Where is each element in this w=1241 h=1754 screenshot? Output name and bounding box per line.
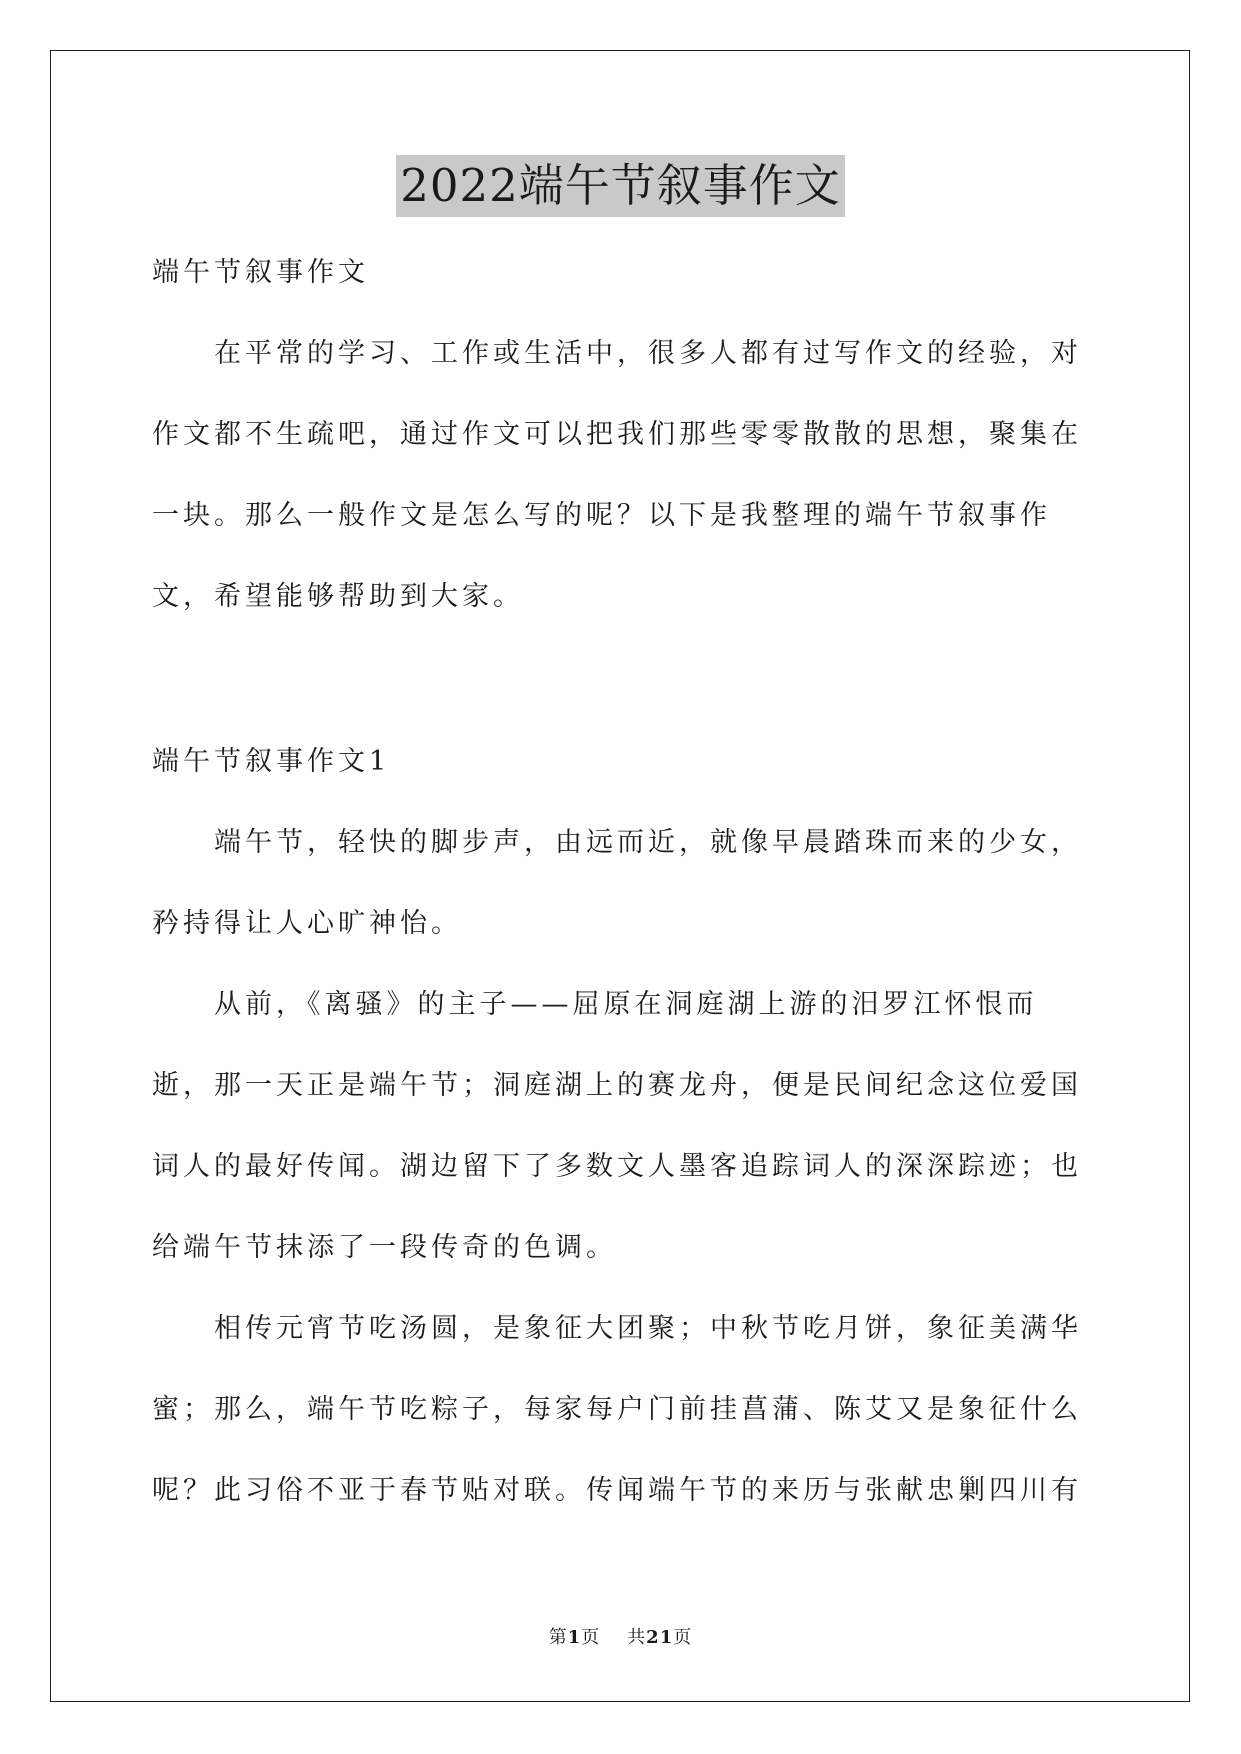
intro-heading: 端午节叙事作文 xyxy=(152,257,369,288)
footer-page-prefix: 第 xyxy=(548,1627,568,1648)
body-paragraph: 端午节，轻快的脚步声，由远而近，就像早晨踏珠而来的少女，矜持得让人心旷神怡。 xyxy=(152,827,1082,939)
footer-total-unit: 页 xyxy=(673,1627,693,1648)
footer-current-page: 1 xyxy=(567,1627,582,1648)
document-body xyxy=(152,232,1092,1531)
footer-page-unit: 页 xyxy=(581,1627,601,1648)
footer-total-prefix: 共 xyxy=(627,1627,647,1648)
intro-paragraph: 在平常的学习、工作或生活中，很多人都有过写作文的经验，对作文都不生疏吧，通过作文可以把我们那些零零散散的思想，聚集在一块。那么一般作文是怎么写的呢？以下是我整理的端午节叙事作文，希望能够帮助到大家。 xyxy=(152,338,1082,612)
footer-total-pages: 21 xyxy=(646,1627,674,1648)
page-footer xyxy=(0,1625,1241,1651)
document-title-text: 2022端午节叙事作文 xyxy=(396,155,845,217)
body-paragraph: 相传元宵节吃汤圆，是象征大团聚；中秋节吃月饼，象征美满华蜜；那么，端午节吃粽子，每家每户门前挂菖蒲、陈艾又是象征什么呢？此习俗不亚于春节贴对联。传闻端午节的来历与张献忠剿四川有 xyxy=(152,1313,1082,1506)
document-title xyxy=(0,155,1241,217)
body-paragraph: 从前，《离骚》的主子——屈原在洞庭湖上游的汨罗江怀恨而逝，那一天正是端午节；洞庭湖上的赛龙舟，便是民间纪念这位爱国词人的最好传闻。湖边留下了多数文人墨客追踪词人的深深踪迹；也给端午节抹添了一段传奇的色调。 xyxy=(152,989,1082,1263)
section-spacer xyxy=(152,637,1092,721)
section-heading: 端午节叙事作文1 xyxy=(152,746,391,777)
